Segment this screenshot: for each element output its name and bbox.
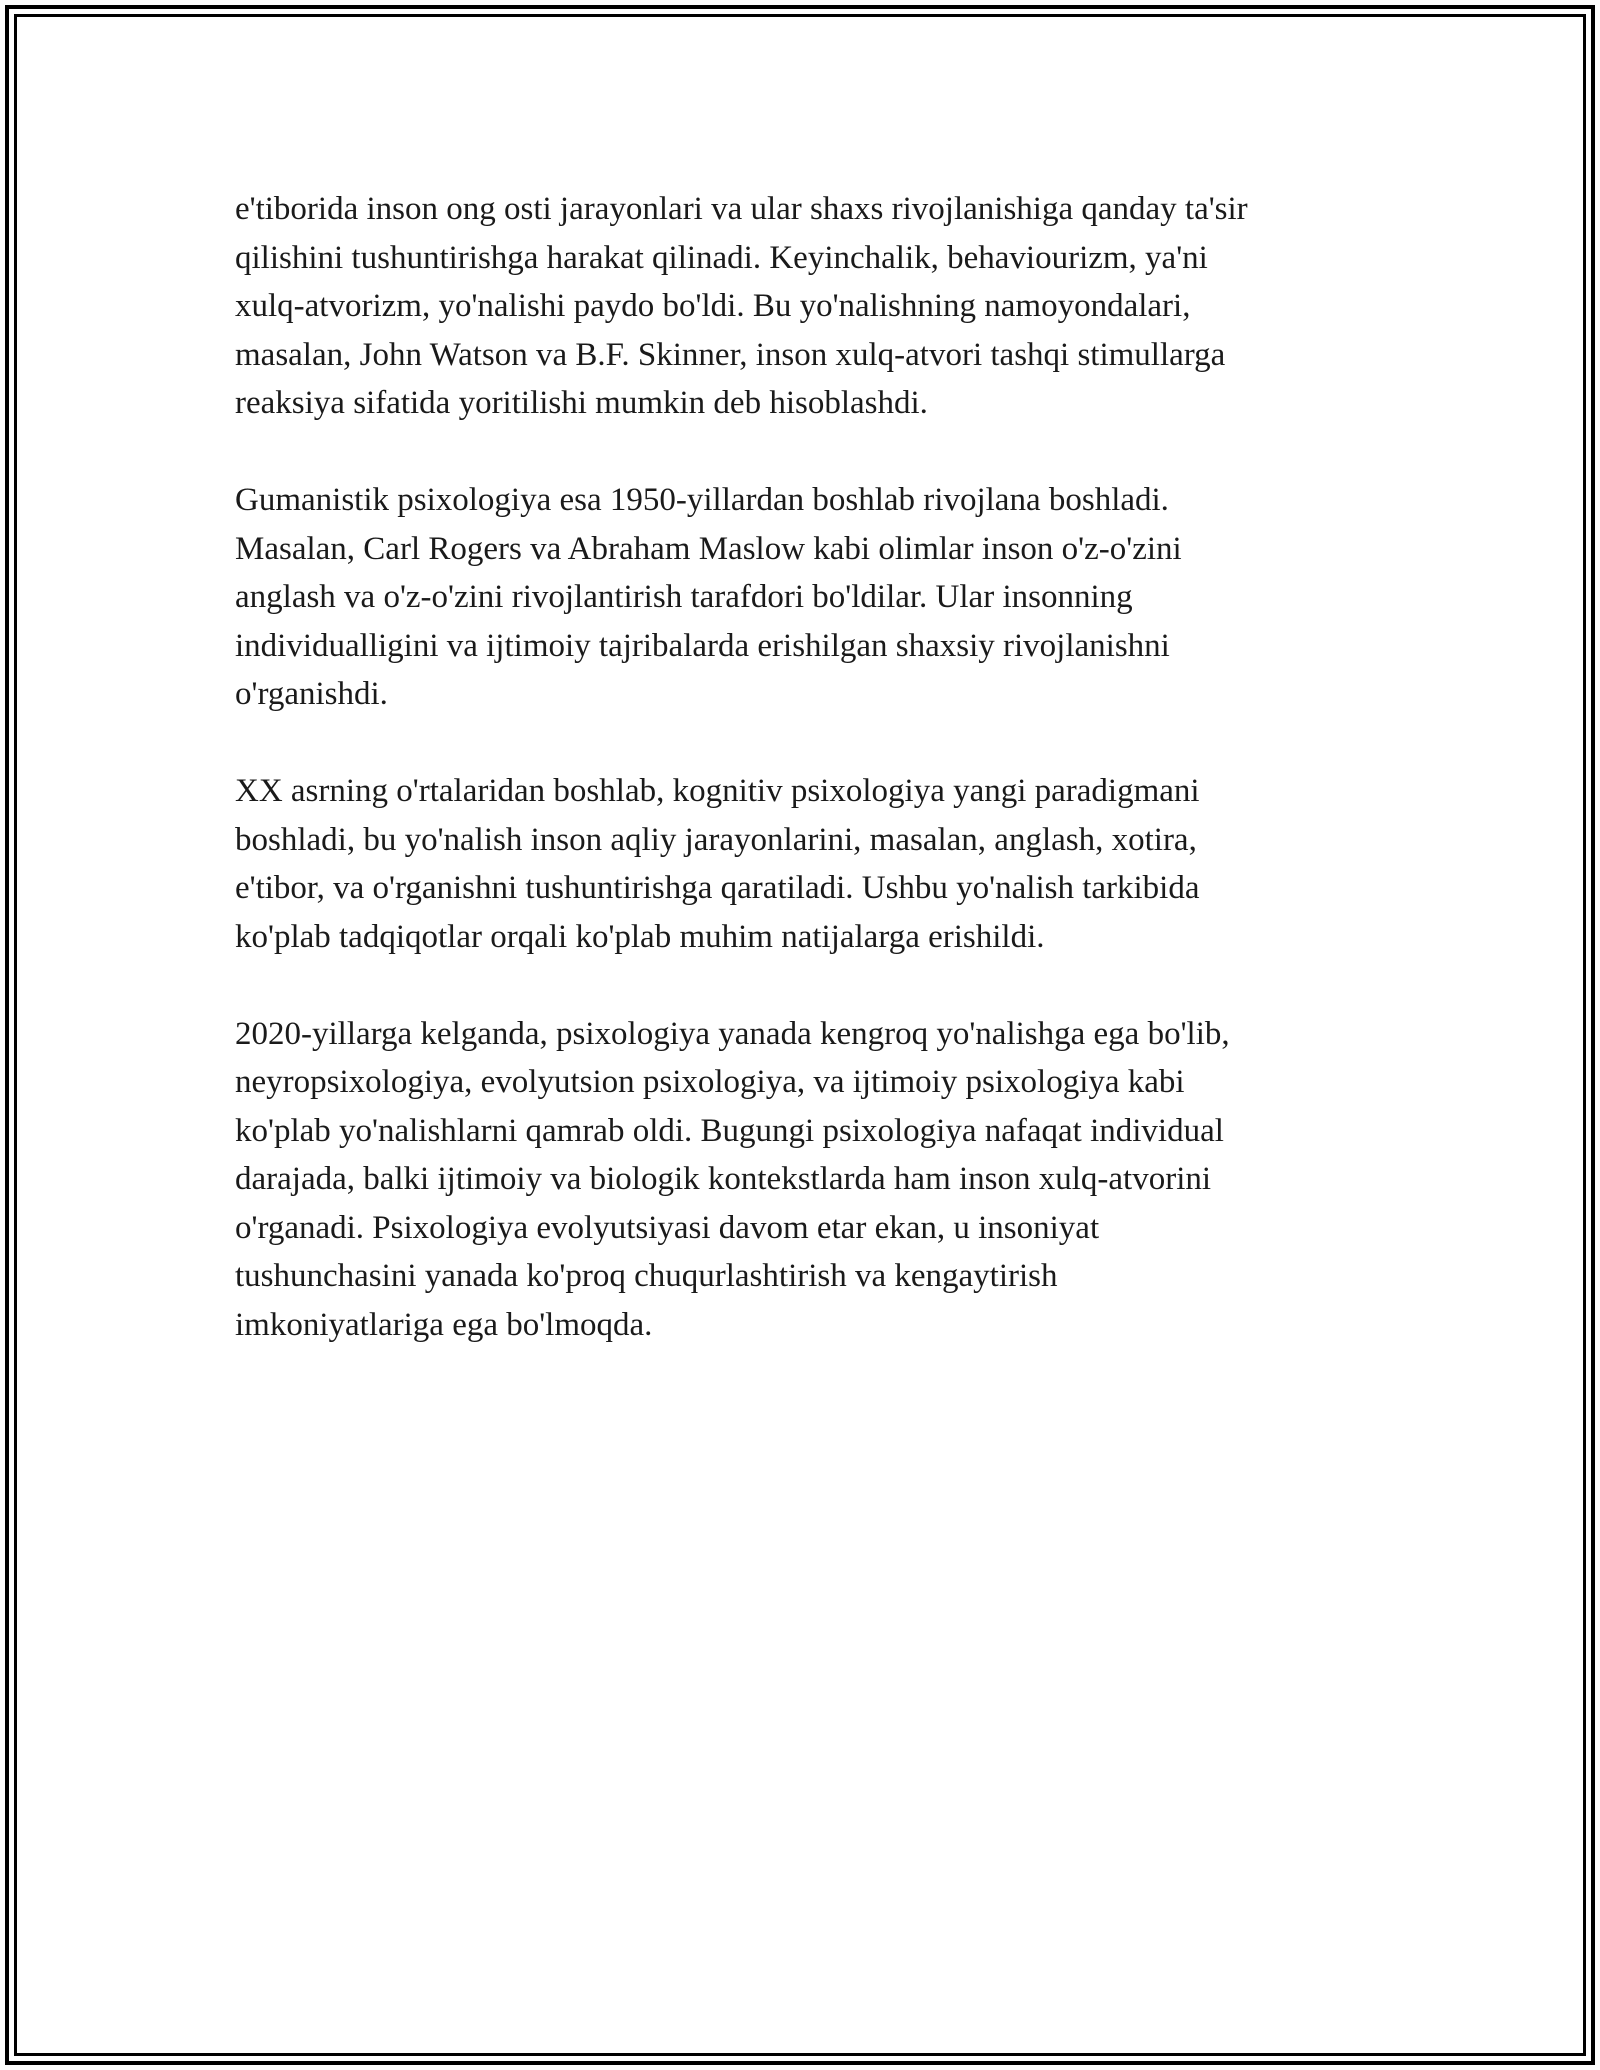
text-line: e'tiborida inson ong osti jarayonlari va ular shaxs rivojlanishiga qanday ta'sir	[235, 191, 1248, 227]
text-line: xulq-atvorizm, yo'nalishi paydo bo'ldi. Bu yo'nalishning namoyondalari,	[235, 288, 1191, 324]
paragraph-3	[235, 767, 1385, 961]
text-line: individualligini va ijtimoiy tajribalarda erishilgan shaxsiy rivojlanishni	[235, 627, 1170, 664]
text-line: neyropsixologiya, evolyutsion psixologiya, va ijtimoiy psixologiya kabi	[235, 1064, 1185, 1100]
text-line: o'rganishdi.	[235, 676, 388, 712]
text-line: ko'plab tadqiqotlar orqali ko'plab muhim natijalarga erishildi.	[235, 918, 1045, 955]
text-line: Masalan, Carl Rogers va Abraham Maslow kabi olimlar inson o'z-o'zini	[235, 530, 1182, 567]
text-line: o'rganadi. Psixologiya evolyutsiyasi davom etar ekan, u insoniyat	[235, 1209, 1100, 1246]
text-line: 2020-yillarga kelganda, psixologiya yanada kengroq yo'nalishga ega bo'lib,	[235, 1015, 1230, 1052]
text-line: qilishini tushuntirishga harakat qilinadi. Keyinchalik, behaviourizm, ya'ni	[235, 239, 1208, 276]
text-line: ko'plab yo'nalishlarni qamrab oldi. Bugungi psixologiya nafaqat individual	[235, 1112, 1224, 1149]
paragraph-1	[235, 185, 1385, 428]
paragraph-2	[235, 476, 1385, 719]
text-line: boshladi, bu yo'nalish inson aqliy jarayonlarini, masalan, anglash, xotira,	[235, 821, 1197, 858]
text-line: XX asrning o'rtalaridan boshlab, kognitiv psixologiya yangi paradigmani	[235, 773, 1200, 809]
text-line: imkoniyatlariga ega bo'lmoqda.	[235, 1306, 653, 1343]
text-line: reaksiya sifatida yoritilishi mumkin deb hisoblashdi.	[235, 385, 928, 421]
text-line: darajada, balki ijtimoiy va biologik kontekstlarda ham inson xulq-atvorini	[235, 1161, 1212, 1197]
text-line: anglash va o'z-o'zini rivojlantirish tarafdori bo'ldilar. Ular insonning	[235, 579, 1133, 615]
document-body	[235, 185, 1385, 1398]
paragraph-4	[235, 1010, 1385, 1350]
text-line: Gumanistik psixologiya esa 1950-yillardan boshlab rivojlana boshladi.	[235, 482, 1169, 518]
text-line: tushunchasini yanada ko'proq chuqurlashtirish va kengaytirish	[235, 1258, 1058, 1294]
text-line: masalan, John Watson va B.F. Skinner, inson xulq-atvori tashqi stimullarga	[235, 336, 1226, 373]
text-line: e'tibor, va o'rganishni tushuntirishga qaratiladi. Ushbu yo'nalish tarkibida	[235, 870, 1200, 906]
